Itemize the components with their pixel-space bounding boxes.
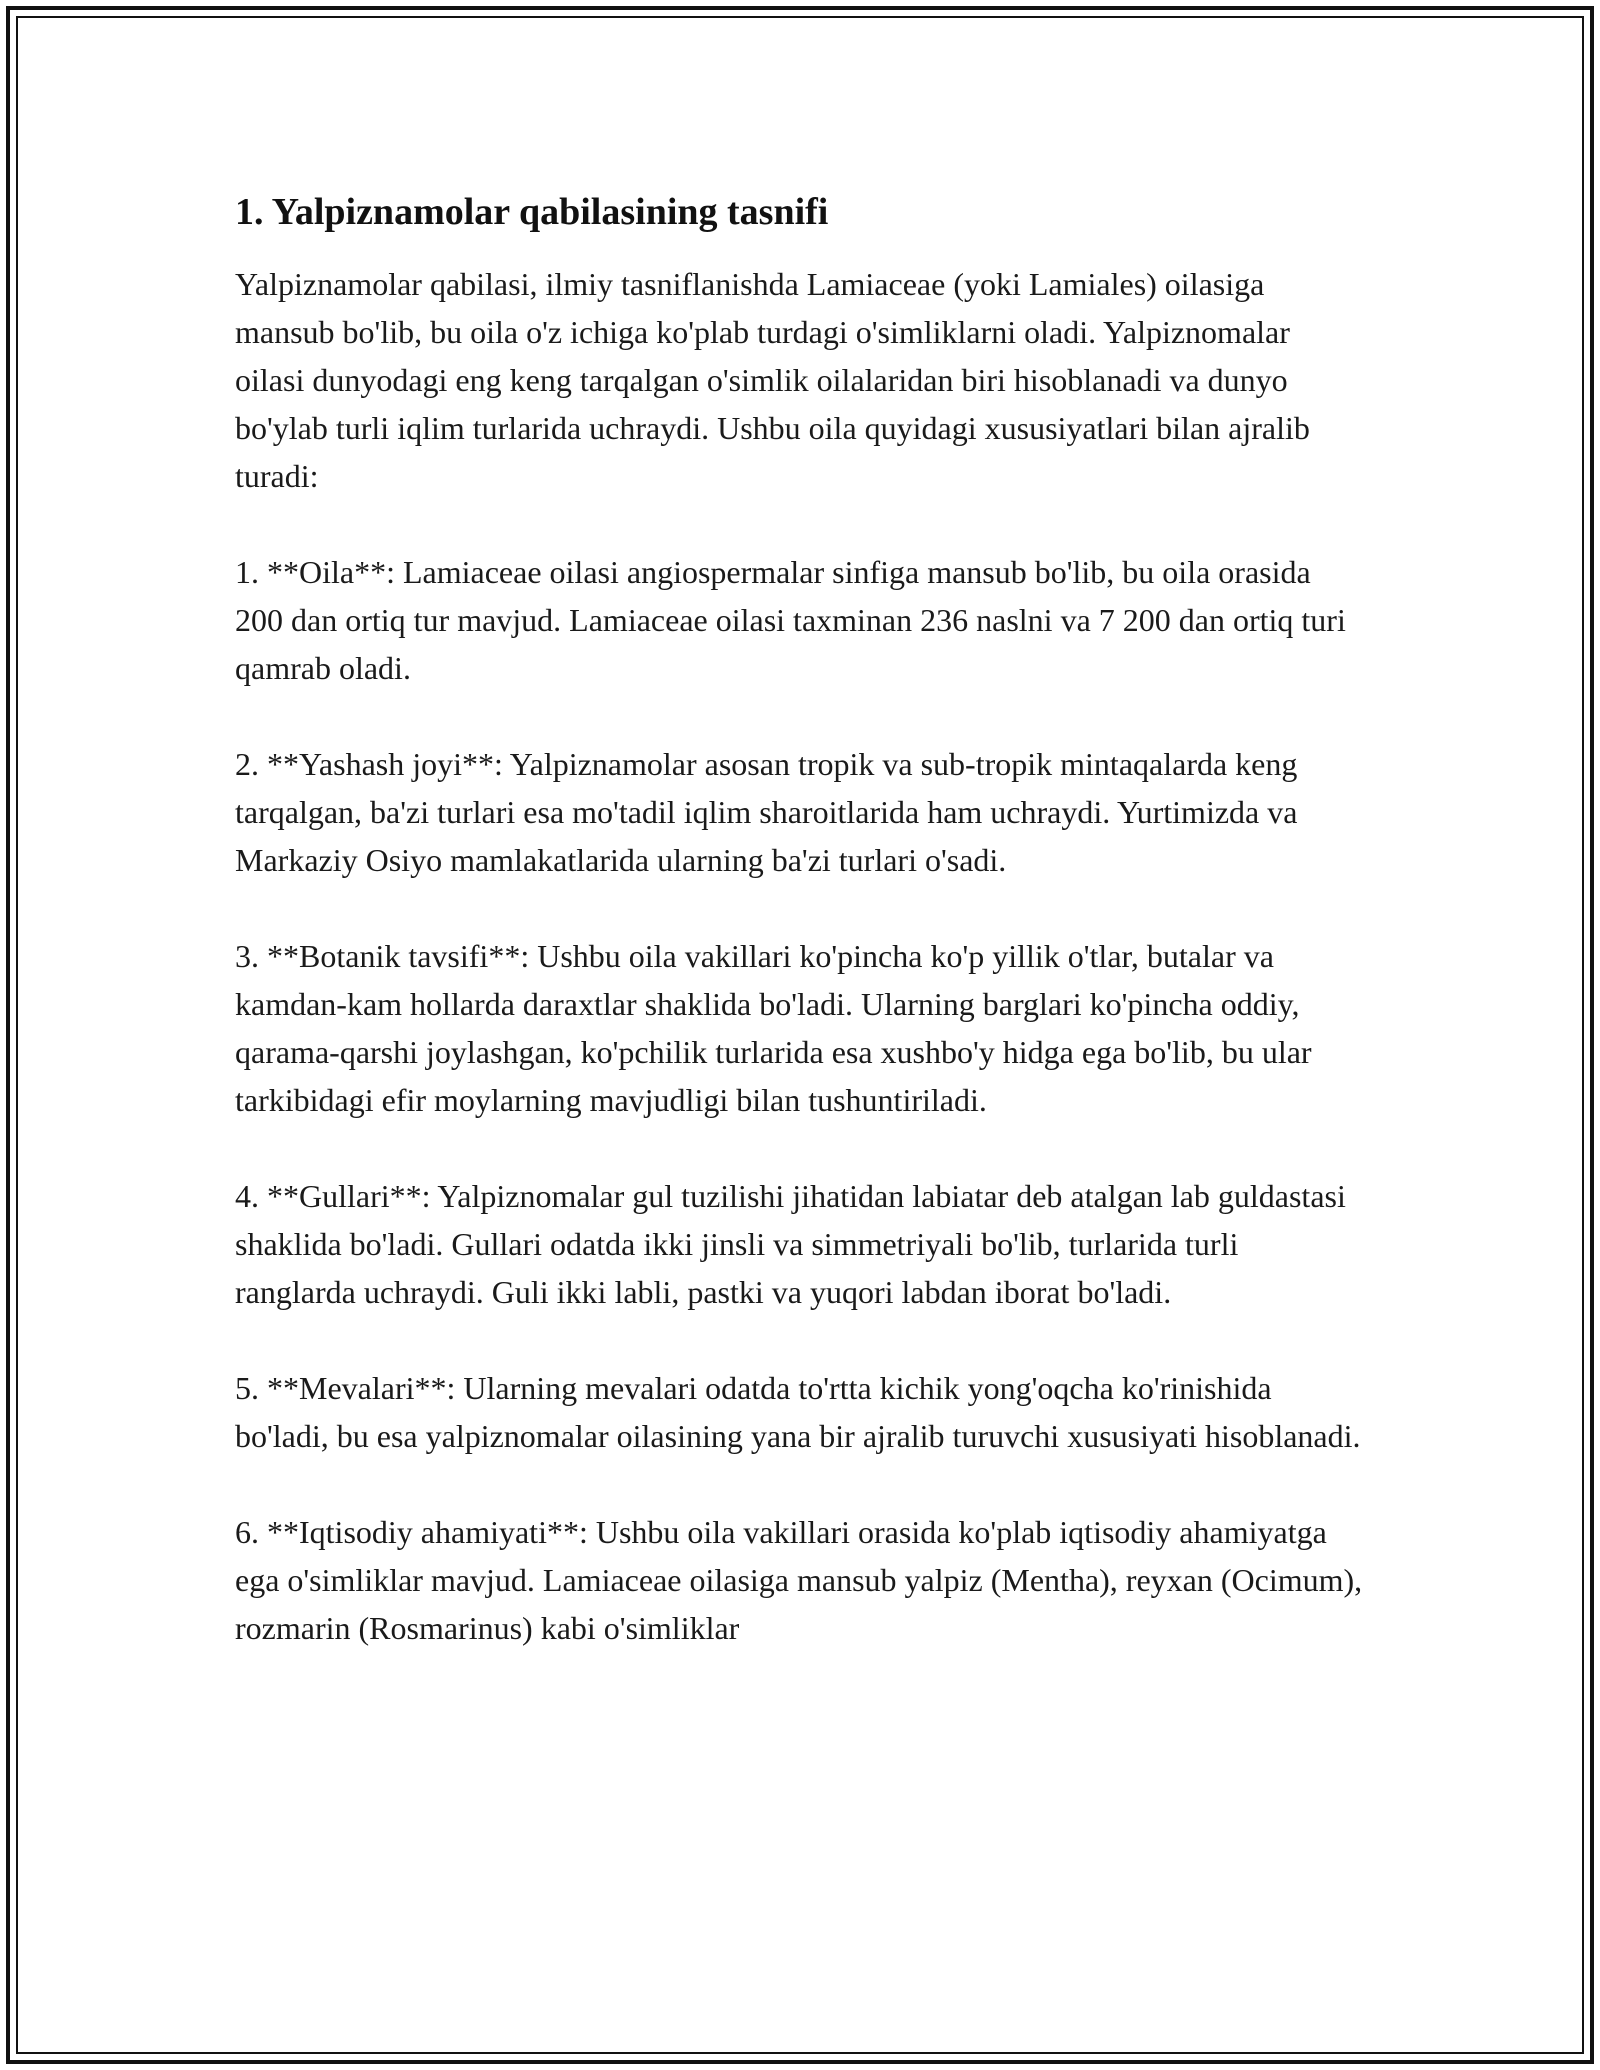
list-item-botanik-tavsifi: 3. **Botanik tavsifi**: Ushbu oila vakillari ko'pincha ko'p yillik o'tlar, butalar va kamdan-kam hollarda daraxtlar shaklida bo'ladi. Ularning barglari ko'pincha oddiy, qarama-qarshi joylashgan, ko'pchilik turlarida esa xushbo'y hidga ega bo'lib, bu ular tarkibidagi efir moylarning mavjudligi bilan tushuntiriladi.: [235, 938, 1312, 1118]
document-body: [235, 188, 1365, 1700]
list-item-yashash-joyi: 2. **Yashash joyi**: Yalpiznamolar asosan tropik va sub-tropik mintaqalarda keng tarqalgan, ba'zi turlari esa mo'tadil iqlim sharoitlarida ham uchraydi. Yurtimizda va Markaziy Osiyo mamlakatlarida ularning ba'zi turlari o'sadi.: [235, 746, 1298, 878]
list-item-mevalari: 5. **Mevalari**: Ularning mevalari odatda to'rtta kichik yong'oqcha ko'rinishida bo'ladi, bu esa yalpiznomalar oilasining yana bir ajralib turuvchi xususiyati hisoblanadi.: [235, 1370, 1361, 1454]
document-title: 1. Yalpiznamolar qabilasining tasnifi: [235, 191, 829, 233]
list-item-oila: 1. **Oila**: Lamiaceae oilasi angiospermalar sinfiga mansub bo'lib, bu oila orasida 200 dan ortiq tur mavjud. Lamiaceae oilasi taxminan 236 naslni va 7 200 dan ortiq turi qamrab oladi.: [235, 554, 1346, 686]
list-item-gullari: 4. **Gullari**: Yalpiznomalar gul tuzilishi jihatidan labiatar deb atalgan lab guldastasi shaklida bo'ladi. Gullari odatda ikki jinsli va simmetriyali bo'lib, turlarida turli ranglarda uchraydi. Guli ikki labli, pastki va yuqori labdan iborat bo'ladi.: [235, 1178, 1346, 1310]
list-item-iqtisodiy-ahamiyati: 6. **Iqtisodiy ahamiyati**: Ushbu oila vakillari orasida ko'plab iqtisodiy ahamiyatga ega o'simliklar mavjud. Lamiaceae oilasiga mansub yalpiz (Mentha), reyxan (Ocimum), rozmarin (Rosmarinus) kabi o'simliklar: [235, 1514, 1363, 1646]
intro-paragraph: Yalpiznamolar qabilasi, ilmiy tasniflanishda Lamiaceae (yoki Lamiales) oilasiga mansub bo'lib, bu oila o'z ichiga ko'plab turdagi o'simliklarni oladi. Yalpiznomalar oilasi dunyodagi eng keng tarqalgan o'simlik oilalaridan biri hisoblanadi va dunyo bo'ylab turli iqlim turlarida uchraydi. Ushbu oila quyidagi xususiyatlari bilan ajralib turadi:: [235, 266, 1310, 494]
